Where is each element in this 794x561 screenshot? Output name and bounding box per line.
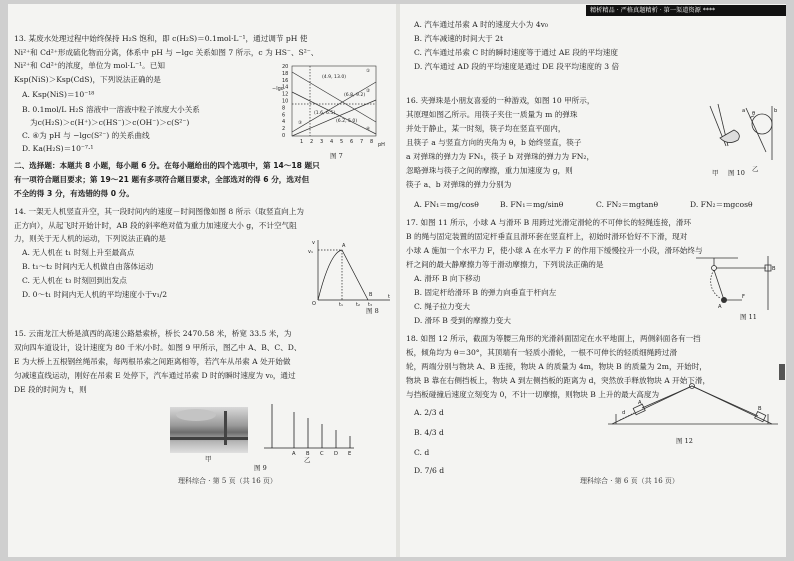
left-line: Ni²⁺和 Cd²⁺的浓度，单位为 mol·L⁻¹。已知 bbox=[14, 61, 165, 70]
photo-cloud bbox=[176, 409, 216, 421]
fig7-ylabel: −lgc bbox=[272, 86, 284, 92]
fig12-label-d: d bbox=[622, 410, 626, 416]
right-line: D. 滑环 B 受到的摩擦力变大 bbox=[414, 316, 511, 325]
header-stamp: 精析精品 · 严格真题精析 · 第一渠道资源 **** bbox=[586, 5, 786, 16]
fig7-curve-4 bbox=[292, 100, 376, 136]
right-page bbox=[400, 4, 786, 557]
left-line: B. t₁～t₂ 时间内无人机做自由落体运动 bbox=[22, 262, 154, 271]
figure-9-caption: 图 9 bbox=[254, 464, 267, 472]
fig7-y-tick: 6 bbox=[282, 112, 286, 119]
bridge-photo bbox=[170, 407, 248, 453]
right-line: 18. 如图 12 所示，截面为等腰三角形的光滑斜面固定在水平地面上，两侧斜面各有一挡 bbox=[406, 334, 701, 343]
figure-10-part-a: 甲 bbox=[712, 169, 719, 177]
fig11-label-a: A bbox=[718, 304, 722, 310]
fig7-y-ticks bbox=[282, 64, 288, 139]
fig7-x-tick: 4 bbox=[330, 139, 334, 145]
fig7-x-tick: 8 bbox=[370, 139, 374, 145]
fig7-x-tick: 3 bbox=[320, 139, 324, 145]
fig8-axis-v: v bbox=[312, 240, 315, 246]
fig10-chopstick-a bbox=[746, 108, 766, 152]
figure-10-chopsticks bbox=[706, 102, 782, 168]
fig7-point-2: (6.8, 9.2) bbox=[344, 93, 366, 98]
fig10-marble bbox=[752, 114, 772, 134]
fig9-label-c: C bbox=[320, 451, 324, 457]
figure-9-cable-diagram bbox=[260, 402, 356, 460]
fig9-label-d: D bbox=[334, 451, 338, 457]
fig12-label-b: B bbox=[758, 406, 762, 412]
fig7-curve-label-1: ① bbox=[366, 69, 371, 74]
fig7-x-tick: 5 bbox=[340, 139, 344, 145]
right-line: 杆之间的最大静摩擦力等于滑动摩擦力，下列说法正确的是 bbox=[406, 260, 604, 269]
figure-10-part-b: 乙 bbox=[752, 165, 759, 173]
q18-option: B. 4/3 d bbox=[414, 428, 444, 437]
left-line: 13. 某废水处理过程中始终保持 H₂S 饱和，即 c(H₂S)＝0.1mol·L⁻¹，通过调节 pH 使 bbox=[14, 34, 308, 43]
fig7-y-tick: 8 bbox=[282, 105, 286, 112]
fig7-y-tick: 10 bbox=[282, 98, 289, 105]
left-line: 双向四车道设计，设计速度为 80 千米/小时。如图 9 甲所示，图乙中 A、B、C、D、 bbox=[14, 343, 302, 352]
left-line: B. 0.1mol/L H₂S 溶液中一溶液中粒子浓度大小关系 bbox=[22, 105, 200, 114]
q16-option: D. FN₂＝mgcosθ bbox=[690, 200, 753, 209]
fig7-curve-label-2: ② bbox=[366, 89, 371, 94]
fig7-x-tick: 1 bbox=[300, 139, 304, 145]
right-line: B. 固定杆给滑环 B 的弹力向垂直于杆向左 bbox=[414, 288, 557, 297]
fig8-label-t2: t₂ bbox=[356, 302, 360, 306]
fig7-y-tick: 0 bbox=[282, 133, 286, 139]
fig11-label-b: B bbox=[772, 266, 776, 272]
right-line: B 的绳与固定装置的固定杆垂直且滑环套在竖直杆上，初始时滑环恰好不下滑，现对 bbox=[406, 232, 688, 241]
left-line: 正方向），从起飞时开始计时，AB 段的斜率绝对值为重力加速度大小 g，不计空气阻 bbox=[14, 221, 297, 230]
right-line: 板，倾角均为 θ＝30°，其顶端有一轻质小滑轮，一根不可伸长的轻质细绳跨过滑 bbox=[406, 348, 678, 357]
figure-8-caption: 图 8 bbox=[366, 307, 379, 315]
fig7-y-tick: 4 bbox=[282, 119, 286, 126]
fig7-y-tick: 12 bbox=[282, 91, 289, 98]
left-line: 有一项符合题目要求；第 19～21 题有多项符合题目要求，全部选对的得 6 分，选对但 bbox=[14, 175, 310, 184]
fig10-label-theta: θ bbox=[752, 111, 756, 117]
left-line: 14. 一架无人机竖直升空，其一段时间内的速度－时间图像如图 8 所示（取竖直向上为 bbox=[14, 207, 304, 216]
fig7-curve-label-4: ④ bbox=[366, 127, 371, 132]
figure-9-part-a: 甲 bbox=[205, 455, 212, 463]
fig7-x-tick: 2 bbox=[310, 139, 314, 145]
fig10-photo-hand bbox=[720, 130, 739, 143]
left-line: 为c(H₂S)＞c(H⁺)＞c(HS⁻)＞c(OH⁻)＞c(S²⁻) bbox=[30, 118, 190, 127]
left-line: D. 0～t₁ 时间内无人机的平均速度小于v₁/2 bbox=[22, 290, 168, 299]
fig10-label-a: a bbox=[742, 108, 746, 114]
left-page bbox=[8, 4, 396, 557]
figure-11-pulley bbox=[694, 254, 784, 312]
fig12-rope-left bbox=[642, 387, 690, 408]
fig11-pulley bbox=[712, 266, 717, 271]
fig12-rope-right bbox=[694, 387, 758, 416]
right-line: 筷子 a、b 对弹珠的弹力分别为 bbox=[406, 180, 512, 189]
right-line: 与挡板碰撞后速度立刻变为 0，不计一切摩擦，则物块 B 上升的最大高度为 bbox=[406, 390, 660, 399]
right-line: A. 滑环 B 向下移动 bbox=[414, 274, 481, 283]
fig7-x-ticks bbox=[300, 139, 373, 145]
right-line: 小球 A 施加一个水平力 F，使小球 A 在水平力 F 的作用下缓慢拉升一小段，滑环始终与 bbox=[406, 246, 703, 255]
figure-12-incline bbox=[606, 380, 780, 434]
right-line: 其原理如图乙所示。用筷子夹住一质量为 m 的弹珠 bbox=[406, 110, 578, 119]
right-line: 并处于静止，某一时刻，筷子均在竖直平面内， bbox=[406, 124, 566, 133]
fig7-point-1: (4.9, 13.0) bbox=[322, 75, 347, 80]
fig8-origin: O bbox=[312, 301, 316, 306]
q16-option: B. FN₁＝mg/sinθ bbox=[500, 200, 564, 209]
fig12-triangle bbox=[612, 386, 772, 424]
fig7-point-4: (6.2, 5.0) bbox=[336, 119, 358, 124]
left-line: Ni²⁺和 Cd²⁺形成硫化物而分离，体系中 pH 与 −lgc 关系如图 7 所示，c 为 HS⁻、S²⁻、 bbox=[14, 48, 319, 57]
fig8-vt-curve bbox=[318, 250, 368, 300]
left-line: 15. 云南龙江大桥是滇西的高速公路悬索桥，桥长 2470.58 米，桥宽 33.5 米，为 bbox=[14, 329, 292, 338]
right-line: a 对弹珠的弹力为 FN₁，筷子 b 对弹珠的弹力为 FN₂， bbox=[406, 152, 595, 161]
q16-option: C. FN₂＝mgtanθ bbox=[596, 200, 659, 209]
fig11-label-f: F bbox=[742, 294, 745, 300]
left-line: D. Ka(H₂S)＝10⁻⁷·¹ bbox=[22, 144, 94, 153]
left-line: DE 段的时间为 t，则 bbox=[14, 385, 87, 394]
left-line: A. 无人机在 t₁ 时刻上升至最高点 bbox=[22, 248, 135, 257]
right-line: 17. 如图 11 所示，小球 A 与滑环 B 用跨过光滑定滑轮的不可伸长的轻绳连接，滑环 bbox=[406, 218, 692, 227]
binding-mark bbox=[779, 364, 785, 380]
fig8-label-b: B bbox=[369, 292, 373, 298]
figure-7-chart bbox=[270, 62, 390, 150]
figure-8-vt-graph bbox=[308, 236, 394, 306]
figure-9-part-b: 乙 bbox=[304, 456, 311, 464]
fig7-y-tick: 20 bbox=[282, 64, 289, 70]
right-line: D. 汽车通过 AD 段的平均速度是通过 DE 段平均速度的 3 倍 bbox=[414, 62, 620, 71]
right-line: C. 绳子拉力变大 bbox=[414, 302, 470, 311]
left-page-footer: 理科综合 · 第 5 页（共 16 页） bbox=[178, 477, 277, 485]
fig11-rope-a bbox=[714, 270, 724, 300]
left-line: C. ④为 pH 与 −lgc(S²⁻) 的关系曲线 bbox=[22, 131, 150, 140]
left-line: 匀减速直线运动，刚好在吊索 E 处停下，汽车通过吊索 D 时的瞬时速度为 v₀，通过 bbox=[14, 371, 296, 380]
fig7-y-tick: 14 bbox=[282, 84, 289, 91]
fig7-y-tick: 16 bbox=[282, 77, 289, 84]
q18-option: D. 7/6 d bbox=[414, 466, 445, 475]
q16-option: A. FN₁＝mg/cosθ bbox=[414, 200, 479, 209]
photo-bridge-deck bbox=[170, 437, 248, 440]
right-page-footer: 理科综合 · 第 6 页（共 16 页） bbox=[580, 477, 679, 485]
fig8-label-t1: t₁ bbox=[339, 302, 343, 306]
fig7-x-tick: 7 bbox=[360, 139, 364, 145]
exam-sheet bbox=[8, 4, 786, 557]
fig8-label-v1: v₁ bbox=[308, 249, 313, 255]
left-line: 不全的得 3 分，有选错的得 0 分。 bbox=[14, 189, 134, 198]
right-line: 且筷子 a 与竖直方向的夹角为 θ，b 始终竖直，筷子 bbox=[406, 138, 582, 147]
fig8-label-a: A bbox=[342, 243, 346, 249]
left-line: Ksp(NiS)＞Ksp(CdS)，下列说法正确的是 bbox=[14, 75, 161, 84]
left-line: 二、选择题：本题共 8 小题，每小题 6 分。在每小题给出的四个选项中，第 14～18 题只 bbox=[14, 161, 320, 170]
right-line: A. 汽车通过吊索 A 时的速度大小为 4v₀ bbox=[414, 20, 548, 29]
fig7-curve-3 bbox=[292, 82, 376, 132]
right-line: C. 汽车通过吊索 C 时的瞬时速度等于通过 AE 段的平均速度 bbox=[414, 48, 618, 57]
figure-12-caption: 图 12 bbox=[676, 437, 693, 445]
left-line: E 为大桥上五根钢丝绳吊索，每两根吊索之间距离相等，若汽车从吊索 A 处开始做 bbox=[14, 357, 291, 366]
fig7-point-3: (1.6, 6.5) bbox=[314, 111, 336, 116]
fig9-label-e: E bbox=[348, 451, 352, 457]
left-line: A. Ksp(NiS)＝10⁻¹⁸ bbox=[22, 90, 95, 99]
fig7-xlabel: pH bbox=[378, 142, 385, 148]
right-line: B. 汽车减速的时间大于 2t bbox=[414, 34, 504, 43]
fig10-label-b: b bbox=[774, 108, 778, 114]
right-line: 物块 B 靠在右侧挡板上，物块 A 到左侧挡板的距离为 d，突然放手释放物块 A 开始下滑， bbox=[406, 376, 711, 385]
fig9-label-b: B bbox=[306, 451, 310, 457]
left-line: 力，则关于无人机的运动，下列说法正确的是 bbox=[14, 234, 166, 243]
fig7-x-tick: 6 bbox=[350, 139, 354, 145]
right-line: 16. 夹弹珠是小朋友喜爱的一种游戏，如图 10 甲所示， bbox=[406, 96, 595, 105]
fig8-axis-t: t bbox=[388, 294, 390, 300]
left-line: C. 无人机在 t₃ 时刻回到出发点 bbox=[22, 276, 127, 285]
figure-11-caption: 图 11 bbox=[740, 313, 757, 321]
q18-option: A. 2/3 d bbox=[414, 408, 444, 417]
figure-7-caption: 图 7 bbox=[330, 152, 343, 160]
fig7-y-tick: 2 bbox=[282, 126, 286, 133]
fig9-label-a: A bbox=[292, 451, 296, 457]
q18-option: C. d bbox=[414, 448, 430, 457]
fig11-ball-a bbox=[721, 297, 727, 303]
right-line: 忽略弹珠与筷子之间的摩擦，重力加速度为 g，则 bbox=[406, 166, 573, 175]
right-line: 轮，两端分别与物块 A、B 连接，物块 A 的质量为 4m，物块 B 的质量为 2m，开始时， bbox=[406, 362, 707, 371]
fig7-curve-label-3: ③ bbox=[298, 121, 303, 126]
fig12-label-a: A bbox=[638, 400, 642, 406]
fig8-label-t3: t₃ bbox=[368, 302, 372, 306]
figure-10-caption: 图 10 bbox=[728, 169, 745, 177]
fig7-y-tick: 18 bbox=[282, 70, 289, 77]
